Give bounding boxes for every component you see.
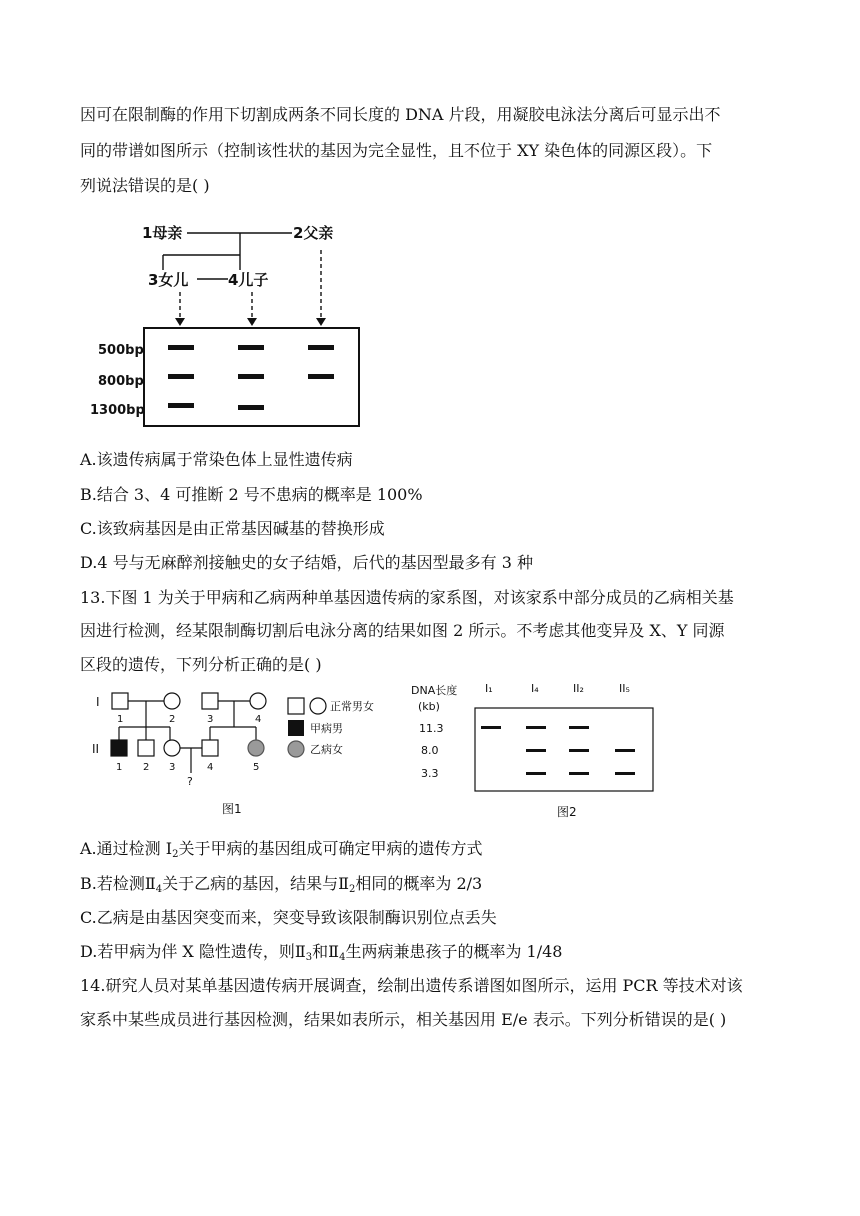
pedigree-number: 5 (253, 762, 260, 773)
q13-option-b (80, 873, 482, 901)
subscript: 3 (305, 952, 313, 963)
pedigree-number: 1 (116, 762, 123, 773)
q14-stem-line-1: 14.研究人员对某单基因遗传病开展调查，绘制出遗传系谱图如图所示，运用 PCR 等技术对该 (80, 976, 743, 995)
lane-label-I1: I₁ (485, 682, 493, 695)
size-label-8.0: 8.0 (421, 744, 439, 757)
q13-option-b-text: 相同的概率为 2/3 (355, 874, 483, 893)
band (238, 345, 264, 350)
q13-option-b-text: B.若检测Ⅱ (80, 874, 156, 893)
q13-option-a-text: 关于甲病的基因组成可确定甲病的遗传方式 (178, 839, 483, 858)
pedigree-number: 1 (117, 714, 124, 725)
q12-stem-line-3: 列说法错误的是( ) (80, 176, 210, 195)
y-unit: (kb) (418, 700, 440, 713)
lane-label-I4: I₄ (531, 682, 539, 695)
q13-stem-line-2: 因进行检测，经某限制酶切割后电泳分离的结果如图 2 所示。不考虑其他变异及 X、Y 同源 (80, 621, 725, 640)
band (481, 726, 501, 729)
band (526, 772, 546, 775)
subscript: 2 (172, 849, 179, 860)
subscript: 2 (349, 884, 356, 895)
q13-gel-figure (405, 680, 660, 825)
band (569, 726, 589, 729)
legend-normal: 正常男女 (330, 700, 374, 713)
band (569, 749, 589, 752)
band (615, 749, 635, 752)
band (168, 374, 194, 379)
q13-option-d-text: D.若甲病为伴 X 隐性遗传，则Ⅱ (80, 942, 306, 961)
lane-label-II2: II₂ (573, 682, 584, 695)
pedigree-number: 2 (143, 762, 150, 773)
band (526, 749, 546, 752)
lane-label-II5: II₅ (619, 682, 630, 695)
pedigree-number: 4 (207, 762, 214, 773)
pedigree-number: 3 (169, 762, 176, 773)
q13-option-b-text: 关于乙病的基因，结果与Ⅱ (162, 874, 349, 893)
q13-stem-line-3: 区段的遗传，下列分析正确的是( ) (80, 655, 322, 674)
daughter-label: 3女儿 (148, 271, 189, 289)
size-label-3.3: 3.3 (421, 767, 439, 780)
q13-pedigree-figure (92, 685, 382, 825)
q13-option-d-text: 和Ⅱ (312, 942, 340, 961)
father-label: 2父亲 (293, 224, 334, 242)
y-title: DNA长度 (411, 684, 458, 697)
pedigree-number: 3 (207, 714, 214, 725)
gen-II-label: II (92, 742, 100, 756)
figure1-caption: 图1 (222, 802, 242, 816)
q12-option-b: B.结合 3、4 可推断 2 号不患病的概率是 100% (80, 485, 423, 504)
q12-option-a: A.该遗传病属于常染色体上显性遗传病 (80, 450, 353, 469)
subscript: 4 (155, 884, 163, 895)
band (168, 403, 194, 408)
q13-option-d-text: 生两病兼患孩子的概率为 1/48 (345, 942, 563, 961)
band-label-800: 800bp (98, 374, 144, 389)
band (615, 772, 635, 775)
q12-stem-line-2: 同的带谱如图所示（控制该性状的基因为完全显性，且不位于 XY 染色体的同源区段）。下 (80, 141, 713, 160)
legend-disease-b-female: 乙病女 (310, 743, 343, 756)
question-mark: ? (187, 775, 193, 788)
q12-option-d: D.4 号与无麻醉剂接触史的女子结婚，后代的基因型最多有 3 种 (80, 553, 533, 572)
q13-option-d (80, 941, 562, 969)
band (569, 772, 589, 775)
band (168, 345, 194, 350)
q12-stem-line-1: 因可在限制酶的作用下切割成两条不同长度的 DNA 片段，用凝胶电泳法分离后可显示出不 (80, 105, 721, 124)
q14-stem-line-2: 家系中某些成员进行基因检测，结果如表所示，相关基因用 E/e 表示。下列分析错误的是( ) (80, 1010, 727, 1029)
band (526, 726, 546, 729)
band (238, 405, 264, 410)
band (308, 345, 334, 350)
subscript: 4 (339, 952, 346, 963)
band (308, 374, 334, 379)
legend-disease-a-male: 甲病男 (310, 722, 343, 735)
size-label-11.3: 11.3 (419, 722, 444, 735)
mother-label: 1母亲 (142, 224, 183, 242)
q13-stem-line-1: 13.下图 1 为关于甲病和乙病两种单基因遗传病的家系图，对该家系中部分成员的乙病相关基 (80, 588, 734, 607)
band (238, 374, 264, 379)
figure2-caption: 图2 (557, 805, 577, 819)
pedigree-number: 4 (255, 714, 262, 725)
band-label-500: 500bp (98, 343, 144, 358)
q12-option-c: C.该致病基因是由正常基因碱基的替换形成 (80, 519, 385, 538)
q13-option-a (80, 838, 482, 866)
pedigree-number: 2 (169, 714, 176, 725)
son-label: 4儿子 (228, 271, 269, 289)
q13-option-a-text: A.通过检测 I (80, 839, 173, 858)
q13-option-c: C.乙病是由基因突变而来，突变导致该限制酶识别位点丢失 (80, 908, 497, 927)
gen-I-label: I (96, 695, 100, 709)
band-label-1300: 1300bp (90, 403, 145, 418)
q12-electrophoresis-figure (80, 210, 380, 435)
